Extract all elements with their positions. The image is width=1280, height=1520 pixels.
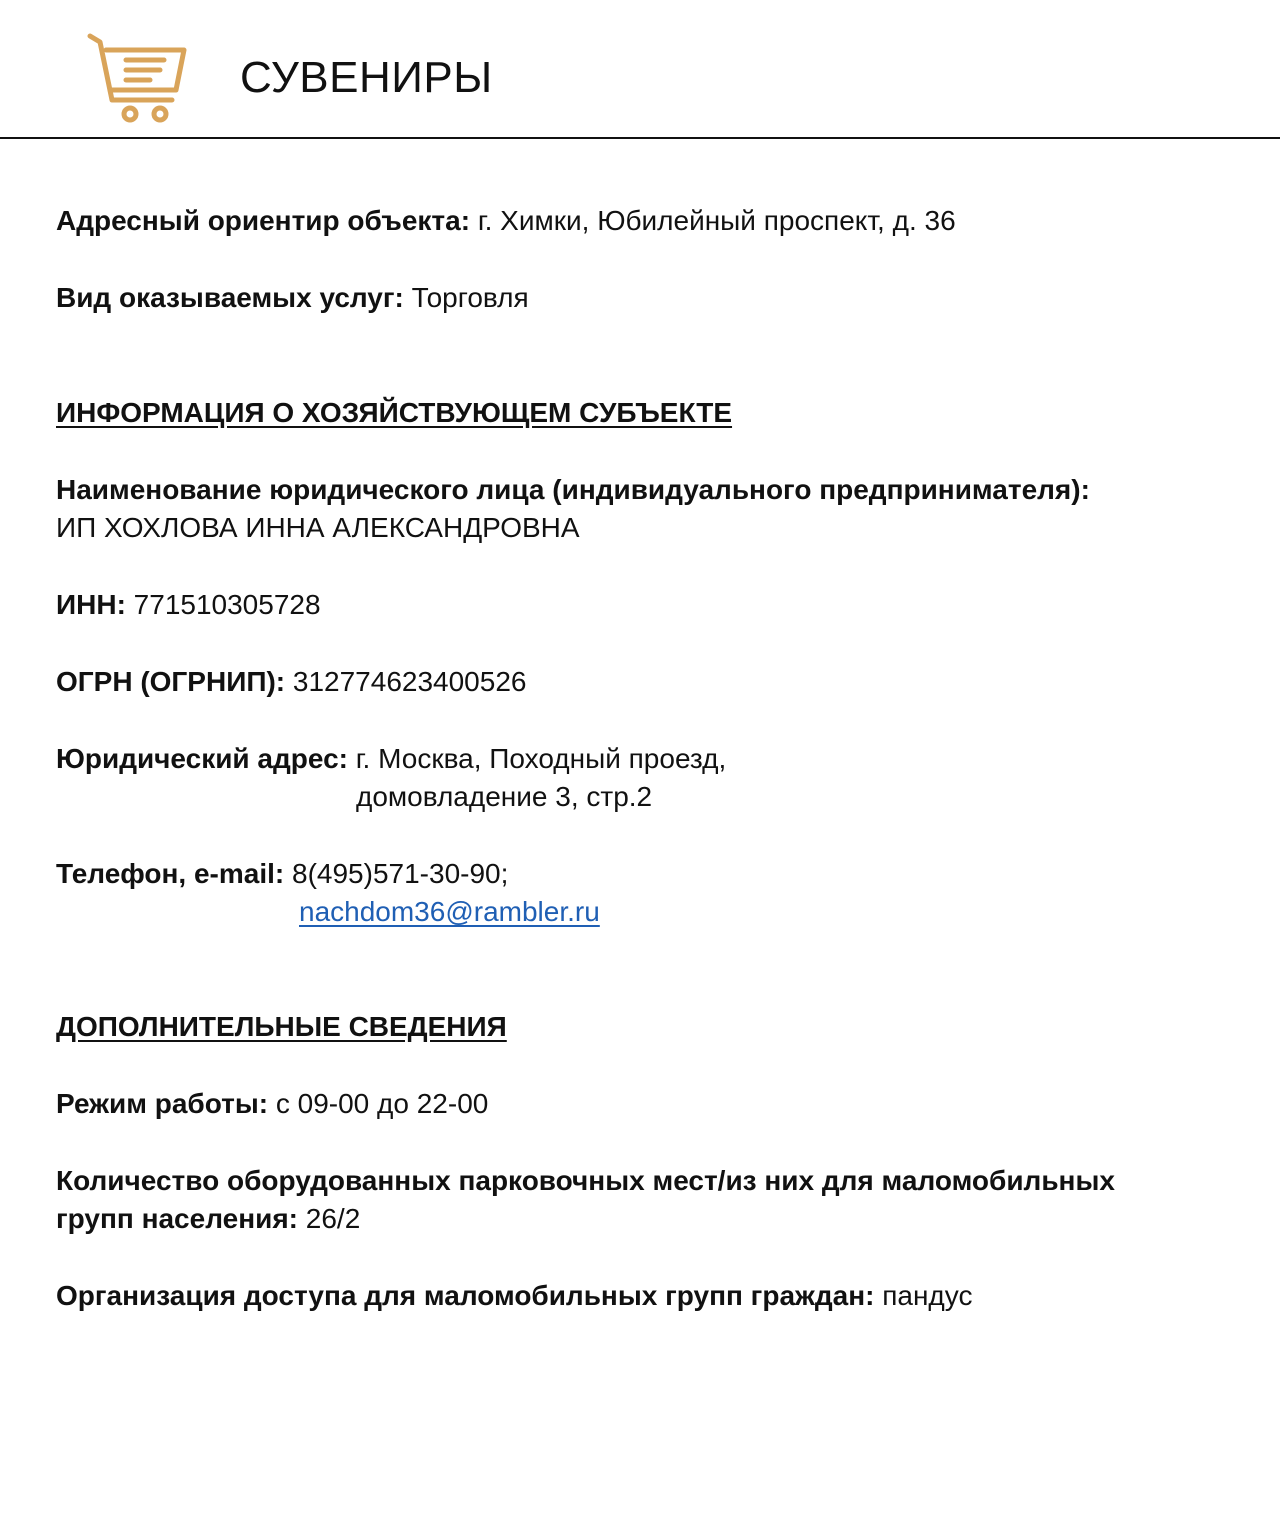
- object-address-value: г. Химки, Юбилейный проспект, д. 36: [477, 205, 956, 236]
- inn-value: 771510305728: [133, 589, 321, 620]
- service-type-label: Вид оказываемых услуг:: [56, 282, 404, 313]
- accessibility-value: пандус: [882, 1280, 973, 1311]
- inn-label: ИНН:: [56, 589, 126, 620]
- page-header: [0, 0, 1280, 139]
- accessibility-label: Организация доступа для маломобильных групп граждан:: [56, 1280, 875, 1311]
- ogrn-value: 312774623400526: [292, 666, 527, 697]
- contacts: [56, 855, 508, 893]
- object-address: [56, 202, 956, 240]
- parking-label-line1: Количество оборудованных парковочных мест/из них для маломобильных: [56, 1165, 1115, 1196]
- service-type: [56, 279, 529, 317]
- parking: [56, 1200, 360, 1238]
- email-link[interactable]: nachdom36@rambler.ru: [299, 896, 600, 927]
- ogrn-label: ОГРН (ОГРНИП):: [56, 666, 286, 697]
- additional-section-heading: ДОПОЛНИТЕЛЬНЫЕ СВЕДЕНИЯ: [56, 1011, 507, 1042]
- contacts-label: Телефон, e-mail:: [56, 858, 285, 889]
- service-type-value: Торговля: [411, 282, 529, 313]
- entity-name-label: Наименование юридического лица (индивидуального предпринимателя):: [56, 474, 1090, 505]
- phone-value: 8(495)571-30-90;: [292, 858, 509, 889]
- legal-address-label: Юридический адрес:: [56, 743, 348, 774]
- shopping-cart-icon: [86, 30, 190, 126]
- legal-address-line2: домовладение 3, стр.2: [356, 781, 653, 812]
- entity-name-value: ИП ХОХЛОВА ИННА АЛЕКСАНДРОВНА: [56, 512, 580, 543]
- page-title: СУВЕНИРЫ: [240, 53, 493, 102]
- email-row: [299, 893, 600, 931]
- accessibility: [56, 1277, 972, 1315]
- parking-label-line2: групп населения:: [56, 1203, 298, 1234]
- ogrn: [56, 663, 526, 701]
- working-hours-value: с 09-00 до 22-00: [275, 1088, 489, 1119]
- entity-section-heading: ИНФОРМАЦИЯ О ХОЗЯЙСТВУЮЩЕМ СУБЪЕКТЕ: [56, 397, 733, 428]
- inn: [56, 586, 321, 624]
- legal-address-line1: г. Москва, Походный проезд,: [355, 743, 727, 774]
- legal-address: [56, 740, 726, 778]
- object-address-label: Адресный ориентир объекта:: [56, 205, 471, 236]
- working-hours: [56, 1085, 488, 1123]
- working-hours-label: Режим работы:: [56, 1088, 269, 1119]
- parking-value: 26/2: [305, 1203, 361, 1234]
